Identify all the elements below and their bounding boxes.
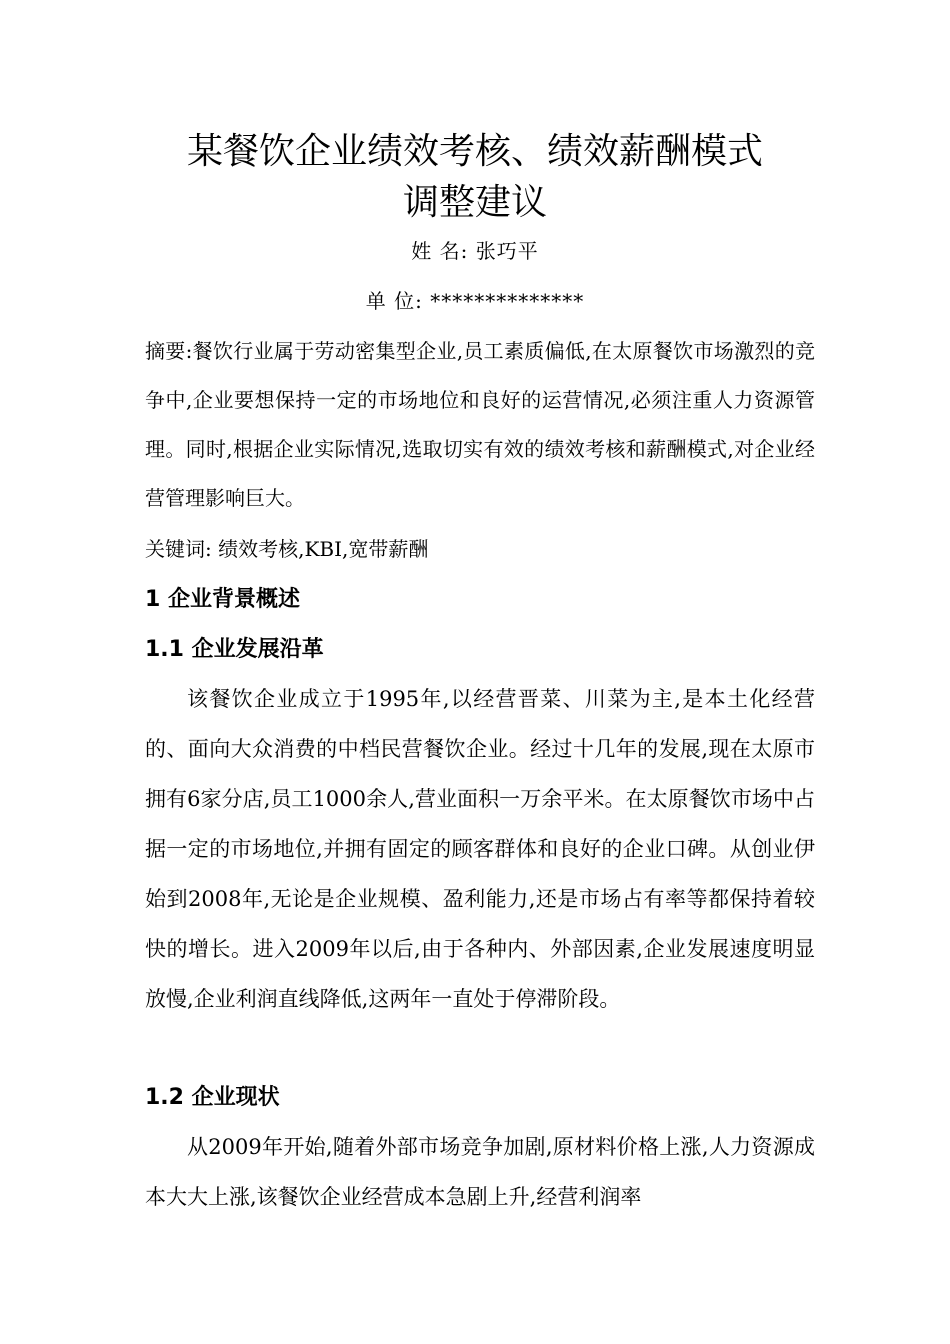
section-1-1-body: 该餐饮企业成立于1995年,以经营晋菜、川菜为主,是本土化经营的、面向大众消费的中档民营餐饮企业。经过十几年的发展,现在太原市拥有6家分店,员工1000余人,营业面积一万余平米。在太原餐饮市场中占据一定的市场地位,并拥有固定的顾客群体和良好的企业口碑。从创业伊始到2008年,无论是企业规模、盈利能力,还是市场占有率等都保持着较快的增长。进入2009年以后,由于各种内、外部因素,企业发展速度明显放慢,企业利润直线降低,这两年一直处于停滞阶段。 xyxy=(145,687,815,1011)
section-1-1-heading: 1.1 企业发展沿革 xyxy=(145,637,324,662)
section-1-2-heading: 1.2 企业现状 xyxy=(145,1085,280,1110)
abstract-paragraph: 摘要:餐饮行业属于劳动密集型企业,员工素质偏低,在太原餐饮市场激烈的竞争中,企业要想保持一定的市场地位和良好的运营情况,必须注重人力资源管理。同时,根据企业实际情况,选取切实有效的绩效考核和薪酬模式,对企业经营管理影响巨大。 xyxy=(145,339,815,510)
section-1-heading: 1 企业背景概述 xyxy=(145,587,300,612)
document-title-line-2: 调整建议 xyxy=(402,182,547,223)
section-1-2-body: 从2009年开始,随着外部市场竞争加剧,原材料价格上涨,人力资源成本大大上涨,该餐饮企业经营成本急剧上升,经营利润率 xyxy=(145,1135,815,1209)
author-unit-line: 单 位: ************** xyxy=(365,289,585,313)
author-name-line: 姓 名: 张巧平 xyxy=(411,239,539,263)
keywords-line: 关键词: 绩效考核,KBI,宽带薪酬 xyxy=(145,537,429,561)
document-title-line-1: 某餐饮企业绩效考核、绩效薪酬模式 xyxy=(186,131,763,172)
